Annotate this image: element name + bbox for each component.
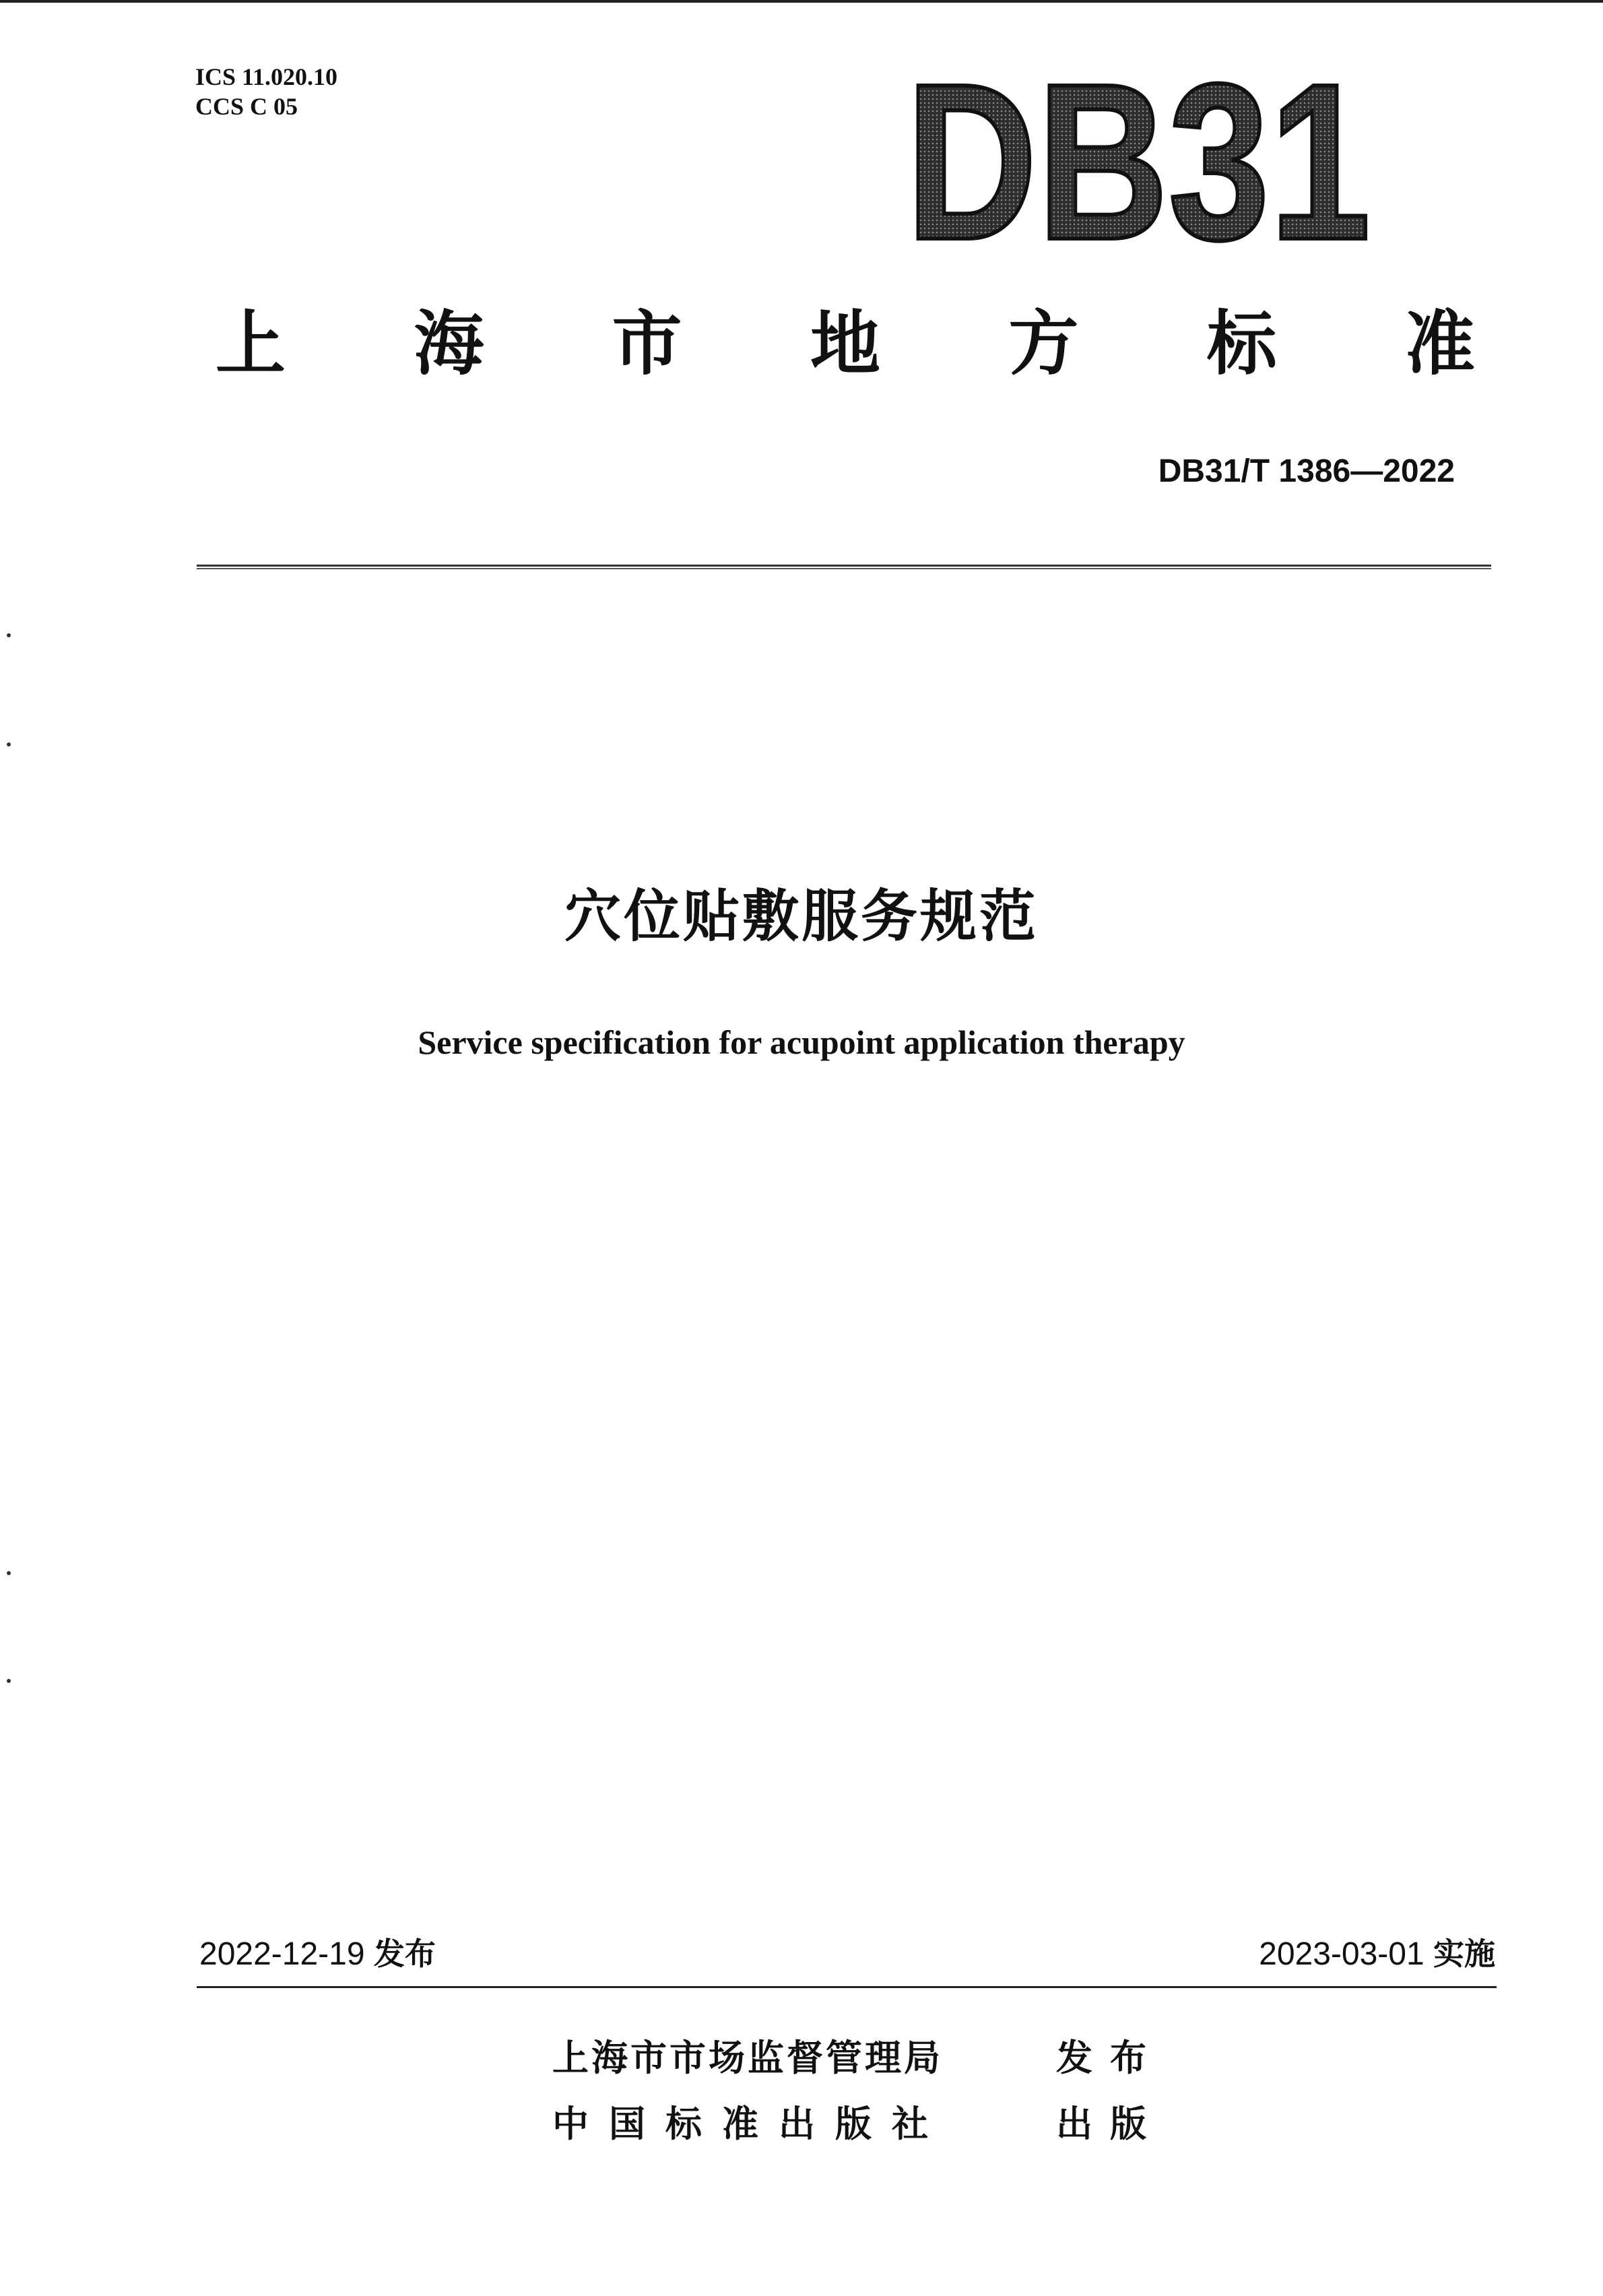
document-title-chinese: 穴位贴敷服务规范 <box>564 883 1039 949</box>
standard-kind-char: 上 <box>216 302 286 385</box>
effective-date-line <box>1259 1932 1495 1976</box>
effective-date: 2023-03-01 <box>1259 1936 1425 1972</box>
margin-mark <box>7 1571 11 1575</box>
margin-mark <box>7 1679 11 1683</box>
issuer-role: 发布 <box>1056 2037 1164 2079</box>
publish-date-line <box>199 1932 436 1976</box>
db31-logo-text: DB31 <box>906 37 1371 286</box>
standard-kind-heading <box>216 300 1475 387</box>
margin-mark <box>7 633 11 637</box>
ics-code: ICS 11.020.10 <box>195 63 338 90</box>
standard-kind-char: 地 <box>810 302 880 385</box>
standard-kind-char: 准 <box>1404 302 1475 385</box>
standard-number: DB31/T 1386—2022 <box>1158 453 1455 489</box>
effective-label: 实施 <box>1433 1936 1495 1972</box>
publisher-role: 出版 <box>1056 2103 1164 2145</box>
publish-label: 发布 <box>373 1936 436 1972</box>
db31-logo-graphic <box>903 37 1374 286</box>
classification-codes <box>195 62 337 121</box>
standard-kind-char: 市 <box>612 302 682 385</box>
top-border-rule <box>0 0 1603 3</box>
publish-date: 2022-12-19 <box>199 1936 365 1972</box>
ccs-code: CCS C 05 <box>195 93 298 120</box>
document-title-english: Service specification for acupoint application therapy <box>418 1023 1185 1061</box>
standard-kind-char: 海 <box>414 302 484 385</box>
margin-mark <box>7 742 11 746</box>
standard-kind-char: 标 <box>1206 302 1277 385</box>
db31-logo <box>903 37 1374 286</box>
footer-divider <box>197 1986 1497 1988</box>
publisher-name: 中国标准出版社 <box>552 2103 948 2145</box>
issuer-name: 上海市市场监督管理局 <box>552 2037 943 2079</box>
header-divider <box>197 565 1491 569</box>
standard-kind-char: 方 <box>1008 302 1079 385</box>
